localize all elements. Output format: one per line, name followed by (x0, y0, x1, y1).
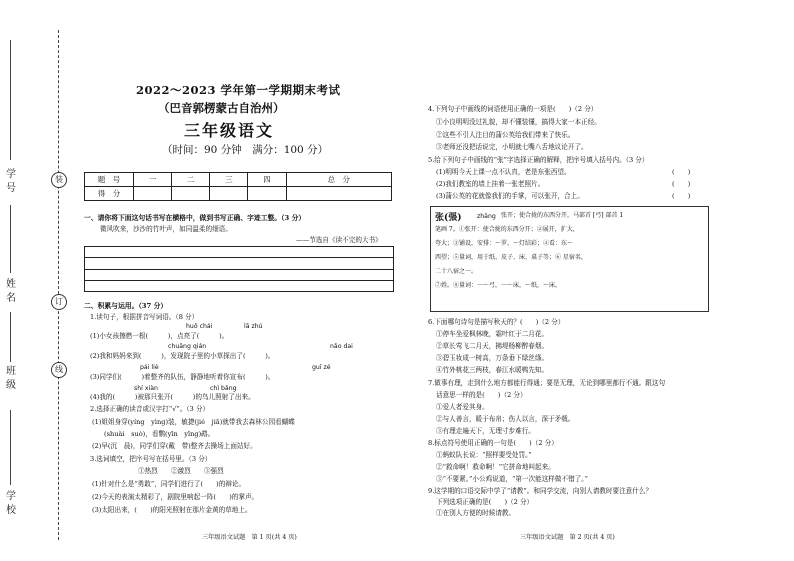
page-2 (428, 0, 728, 561)
score-cell[interactable] (134, 187, 172, 201)
q7-o3: ③有理走遍天下，无理寸步难行。 (436, 427, 535, 435)
dict-l4: 西望；⑤量词，用于纸、皮子、床、桌子等；⑥ 星宿名， (435, 254, 587, 261)
q2-s1b: (shuài suò)，看鹦(yīn yīng)鹉。 (104, 430, 215, 438)
sec2-heading: 二、积累与运用。（37 分） (84, 302, 168, 310)
student-id-field[interactable] (10, 40, 12, 160)
sec1-quote: 微风吹来，沙沙的竹叶声，如同温柔的细语。 (100, 225, 232, 233)
name-field[interactable] (10, 205, 12, 273)
binding-label-student-id: 学 号 (6, 169, 26, 194)
header-cell: 总 分 (286, 173, 391, 187)
pinyin: nǎo dai (330, 343, 353, 350)
q1-s1: (1)小女孩擦燃一根( )，点亮了( )。 (90, 332, 229, 340)
header-cell: 三 (210, 173, 248, 187)
binding-label-school: 学 校 (6, 491, 26, 516)
q9-stem: 9.这学期的口语交际中学了“请教”。和同学交流，向别人请教时要注意什么？ (428, 487, 653, 495)
page-footer-left: 三年级语文试题 第 1 页(共 4 页) (202, 534, 297, 541)
score-cell[interactable] (210, 187, 248, 201)
q1-s2: (2)我和妈妈来到( )，发现院子里的小草探出了( )。 (90, 352, 275, 360)
q5-s1: (1)明明今天上课一点不认真，老是东张西望。 (436, 168, 571, 176)
binding-margin (0, 0, 66, 561)
q6-o1: ①停车坐爱枫林晚，霜叶红于二月花。 (436, 330, 549, 338)
q1-s3: (3)同学们( )着整齐的队伍，静静地听着你宣布( )。 (90, 373, 275, 381)
q8-o1: ①蚂蚁队长说：“照样要受处罚。” (436, 451, 532, 459)
q2-stem: 2.选择正确的读音或汉字打“√”。（3 分） (90, 405, 210, 413)
dict-l2: 笔画 7。①张开：使合拢的东西分开；②展开，扩大， (435, 226, 579, 233)
q3-stem: 3.选词填空，把序号写在括号里。（3 分） (90, 455, 212, 463)
pinyin: chuāng qián (168, 343, 207, 350)
q3-options: ①热烈 ②激烈 ③强烈 (138, 467, 224, 475)
dict-l5: 二十八宿之一。 (435, 268, 478, 275)
row-label: 得 分 (85, 187, 134, 201)
pinyin: lā zhú (244, 323, 263, 330)
q3-s3: (3)太阳出来，( )的阳光照射在那片金黄的草地上。 (92, 506, 252, 514)
q8-stem: 8.标点符号使用正确的一句是( )（2 分） (428, 439, 558, 447)
q5-answer-1[interactable]: ( ) (672, 168, 691, 176)
q4-stem: 4.下列句子中画线的词语使用正确的一项是( )（2 分） (428, 105, 598, 113)
page-footer-right: 三年级语文试题 第 2 页(共 4 页) (520, 534, 615, 541)
q7-stem2: 话意思一样的是( )（2 分） (436, 391, 527, 399)
pinyin: guī zé (312, 364, 331, 371)
seal-ding: 订 (51, 294, 67, 310)
q5-answer-2[interactable]: ( ) (672, 180, 691, 188)
score-table-row (85, 187, 392, 201)
sec1-heading: 一、请你将下面这句话书写在横格中，做到书写正确、字迹工整。（3 分） (84, 214, 306, 222)
q6-o2: ②草长莺飞二月天，拂堤杨柳醉春烟。 (436, 342, 549, 350)
school-field[interactable] (10, 410, 12, 485)
pinyin: chì bǎng (210, 385, 237, 392)
dictionary-box (430, 206, 709, 312)
grid-line (85, 269, 393, 270)
score-cell[interactable] (286, 187, 391, 201)
q2-s1: (1)姐姐身穿(yíng yìng)装，敏捷(jié jiā)就带我去森林公园看蝴蝶 (92, 418, 295, 426)
exam-region: （巴音郭楞蒙古自治州） (158, 101, 285, 115)
pinyin: shí xiàn (134, 385, 158, 392)
q4-o2: ②这些不引人注目的蒲公英给我们带来了快乐。 (436, 131, 575, 139)
score-cell[interactable] (172, 187, 210, 201)
binding-label-class: 班 级 (6, 366, 26, 391)
grade-subject: 三年级语文 (184, 121, 275, 140)
q3-s2: (2)今天的表演太精彩了，剧院里响起一阵( )的掌声。 (92, 493, 259, 501)
q7-o2: ②与人善言，暖于布帛；伤人以言，深于矛戟。 (436, 415, 575, 423)
q8-o2: ②“救命啊！救命啊！”它拼命地叫起来。 (436, 463, 555, 471)
header-cell: 四 (248, 173, 286, 187)
score-table (84, 172, 392, 201)
binding-label-name: 姓 名 (6, 279, 26, 304)
q5-s2: (2)我们教室的墙上挂着一张老照片。 (436, 180, 545, 188)
grid-line (85, 280, 393, 281)
dict-pinyin: zhāng (477, 213, 496, 220)
q7-o1: ①爱人者爱其身。 (436, 403, 489, 411)
writing-grid[interactable] (84, 246, 394, 292)
grid-line (85, 257, 393, 258)
q8-o3: ③“不要紧。”小公鸡说道，“第一次能这样做不错了。” (436, 475, 588, 483)
dict-l3: 夸大；③铺设，安排：～罗，～灯结彩；④看：东～ (435, 240, 574, 247)
time-score: （时间：90 分钟 满分：100 分） (162, 144, 329, 156)
q4-o3: ③老师还没把话说完，小明就七嘴八舌地议论开了。 (436, 143, 588, 151)
class-field[interactable] (10, 312, 12, 362)
header-cell: 题 号 (85, 173, 134, 187)
score-table-header (85, 173, 392, 187)
q4-o1: ①小良明明没过礼貌，却不懂装懂，搞得大家一本正经。 (436, 118, 601, 126)
score-cell[interactable] (248, 187, 286, 201)
header-cell: 二 (172, 173, 210, 187)
dict-head: 张(張) (435, 213, 462, 223)
q1-stem: 1.读句子，根据拼音写词语。（8 分） (90, 313, 199, 321)
q9-stem2: 下列选项正确的是( )（2 分） (436, 498, 534, 506)
q5-answer-3[interactable]: ( ) (672, 192, 691, 200)
q7-stem: 7.做事有理，走到什么地方都能行得通；要是无理，无论到哪里都行不通。跟这句 (428, 379, 666, 387)
sec1-source: ——节选自《读不完的大书》 (296, 236, 382, 244)
pinyin: huǒ chái (186, 323, 213, 330)
q5-s3: (3)蒲公英的花就像我们的手掌，可以张开，合上。 (436, 192, 584, 200)
binding-dashed-line (58, 30, 60, 540)
dict-l1: 张开；使合拢的东西分开，马部首 [弓] 部首 1 (501, 212, 624, 219)
q2-s2: (2)早(沉 晨)，同学们穿(戴 带)整齐去操场上面站好。 (92, 442, 257, 450)
seal-xian: 线 (51, 362, 67, 378)
q3-s1: (1)针对什么是“勇敢”，同学们进行了( )的辩论。 (92, 480, 246, 488)
exam-title: 2022～2023 学年第一学期期末考试 (136, 83, 341, 97)
q6-o4: ④竹外桃花三两枝，春江水暖鸭先知。 (436, 366, 549, 374)
page-1 (78, 0, 396, 561)
q6-o3: ③碧玉妆成一树高，万条垂下绿丝绦。 (436, 354, 549, 362)
q5-stem: 5.给下列句子中画线的“张”字选择正确的解释，把序号填入括号内。（3 分） (428, 156, 649, 164)
pinyin: pái liè (140, 364, 159, 371)
q6-stem: 6.下面哪句诗句是描写秋天的？( )（2 分） (428, 318, 565, 326)
header-cell: 一 (134, 173, 172, 187)
q1-s4: (4)我的( )被那只张开( )的鸟儿照射了出来。 (90, 393, 255, 401)
q9-o1: ①在别人方便的时候请教。 (436, 509, 516, 517)
dict-l6: ⑦姓。⑧量词：一～弓，一～床，～纸，～床。 (435, 282, 562, 289)
seal-zhuang: 装 (51, 172, 67, 188)
